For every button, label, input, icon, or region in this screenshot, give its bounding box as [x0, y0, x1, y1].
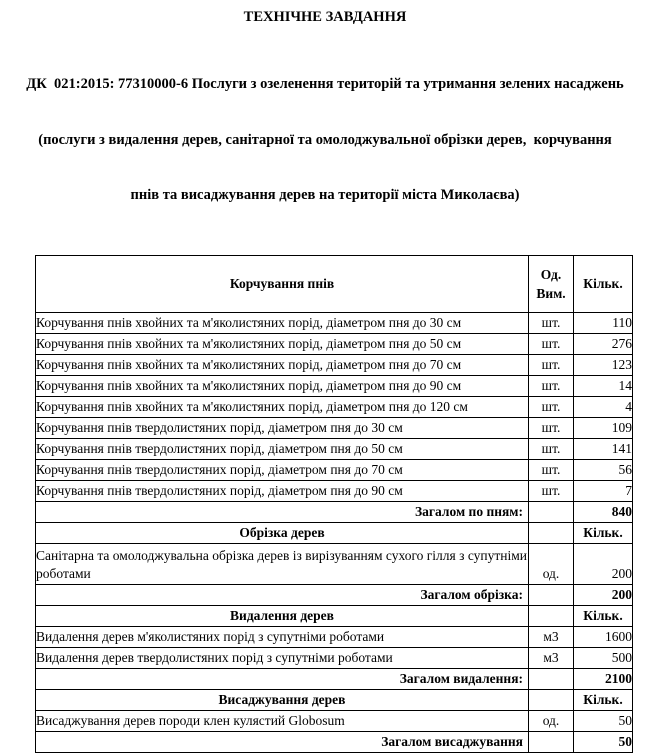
total-row	[36, 731, 633, 752]
item-row	[36, 417, 633, 438]
table-header-row	[36, 255, 633, 312]
total-row	[36, 501, 633, 522]
quantity-cell: 200	[574, 584, 633, 605]
description-cell: Корчування пнів хвойних та м'яколистяних порід, діаметром пня до 70 см	[36, 354, 529, 375]
quantity-cell: 500	[574, 647, 633, 668]
unit-cell: шт.	[529, 480, 574, 501]
quantity-cell: 276	[574, 333, 633, 354]
quantity-cell: 2100	[574, 668, 633, 689]
quantity-cell: 200	[574, 543, 633, 584]
unit-cell: м3	[529, 626, 574, 647]
unit-cell: шт.	[529, 396, 574, 417]
quantity-cell: 141	[574, 438, 633, 459]
description-cell: Загалом висаджування	[36, 731, 529, 752]
unit-cell	[529, 668, 574, 689]
unit-cell: шт.	[529, 333, 574, 354]
table-body	[36, 312, 633, 752]
unit-cell: од.	[529, 543, 574, 584]
unit-cell: шт.	[529, 459, 574, 480]
description-cell: Обрізка дерев	[36, 522, 529, 543]
item-row	[36, 354, 633, 375]
quantity-cell: 50	[574, 731, 633, 752]
description-cell: Висаджування дерев	[36, 689, 529, 710]
description-cell: Корчування пнів хвойних та м'яколистяних порід, діаметром пня до 90 см	[36, 375, 529, 396]
description-cell: Корчування пнів твердолистяних порід, діаметром пня до 30 см	[36, 417, 529, 438]
unit-cell	[529, 501, 574, 522]
description-cell: Корчування пнів хвойних та м'яколистяних порід, діаметром пня до 50 см	[36, 333, 529, 354]
description-cell: Корчування пнів хвойних та м'яколистяних порід, діаметром пня до 120 см	[36, 396, 529, 417]
item-row	[36, 396, 633, 417]
spec-table	[35, 255, 633, 753]
description-cell: Загалом по пням:	[36, 501, 529, 522]
description-cell: Видалення дерев	[36, 605, 529, 626]
quantity-cell: 56	[574, 459, 633, 480]
column-header-unit: Од. Вим.	[529, 255, 574, 312]
unit-cell: м3	[529, 647, 574, 668]
unit-cell	[529, 522, 574, 543]
unit-cell	[529, 584, 574, 605]
item-row	[36, 543, 633, 584]
item-row	[36, 480, 633, 501]
unit-cell	[529, 731, 574, 752]
quantity-cell: 1600	[574, 626, 633, 647]
unit-cell: шт.	[529, 417, 574, 438]
description-cell: Висаджування дерев породи клен кулястий Globosum	[36, 710, 529, 731]
quantity-cell: 110	[574, 312, 633, 333]
unit-cell	[529, 689, 574, 710]
description-cell: Корчування пнів твердолистяних порід, діаметром пня до 50 см	[36, 438, 529, 459]
item-row	[36, 375, 633, 396]
description-cell: Корчування пнів твердолистяних порід, діаметром пня до 90 см	[36, 480, 529, 501]
unit-cell: шт.	[529, 438, 574, 459]
quantity-cell: Кільк.	[574, 605, 633, 626]
item-row	[36, 438, 633, 459]
description-cell: Корчування пнів твердолистяних порід, діаметром пня до 70 см	[36, 459, 529, 480]
column-header-quantity: Кільк.	[574, 255, 633, 312]
description-cell: Корчування пнів хвойних та м'яколистяних порід, діаметром пня до 30 см	[36, 312, 529, 333]
column-header-section-title: Корчування пнів	[36, 255, 529, 312]
section-header-row	[36, 689, 633, 710]
section-header-row	[36, 522, 633, 543]
unit-cell	[529, 605, 574, 626]
description-cell: Загалом обрізка:	[36, 584, 529, 605]
item-row	[36, 333, 633, 354]
item-row	[36, 459, 633, 480]
unit-cell: шт.	[529, 375, 574, 396]
document-subtitle	[0, 38, 650, 242]
subtitle-line-2: (послуги з видалення дерев, санітарної та омолоджувальної обрізки дерев, корчування	[38, 131, 612, 148]
quantity-cell: 50	[574, 710, 633, 731]
item-row	[36, 710, 633, 731]
quantity-cell: 14	[574, 375, 633, 396]
section-header-row	[36, 605, 633, 626]
item-row	[36, 626, 633, 647]
unit-cell: од.	[529, 710, 574, 731]
description-cell: Видалення дерев м'яколистяних порід з супутніми роботами	[36, 626, 529, 647]
item-row	[36, 647, 633, 668]
subtitle-line-3: пнів та висаджування дерев на території міста Миколаєва)	[130, 187, 520, 203]
description-cell: Санітарна та омолоджувальна обрізка дерев із вирізуванням сухого гілля з супутніми роботами	[36, 543, 529, 584]
description-cell: Загалом видалення:	[36, 668, 529, 689]
quantity-cell: 123	[574, 354, 633, 375]
quantity-cell: 7	[574, 480, 633, 501]
quantity-cell: 4	[574, 396, 633, 417]
unit-cell: шт.	[529, 354, 574, 375]
item-row	[36, 312, 633, 333]
subtitle-line-1: ДК 021:2015: 77310000-6 Послуги з озеленення територій та утримання зелених насаджень	[26, 76, 624, 92]
unit-cell: шт.	[529, 312, 574, 333]
quantity-cell: 109	[574, 417, 633, 438]
quantity-cell: Кільк.	[574, 689, 633, 710]
page-title: ТЕХНІЧНЕ ЗАВДАННЯ	[243, 9, 407, 25]
description-cell: Видалення дерев твердолистяних порід з супутніми роботами	[36, 647, 529, 668]
total-row	[36, 668, 633, 689]
total-row	[36, 584, 633, 605]
quantity-cell: 840	[574, 501, 633, 522]
quantity-cell: Кільк.	[574, 522, 633, 543]
